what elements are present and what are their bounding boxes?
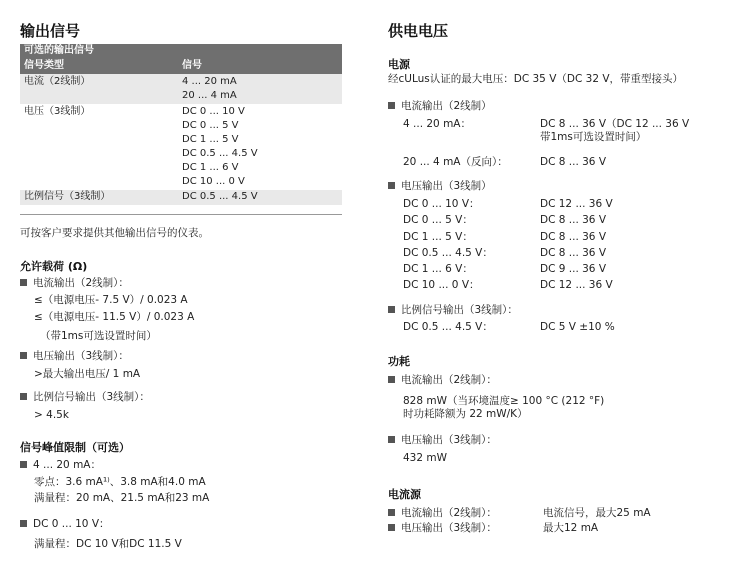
row-type: 电压（3线制） bbox=[24, 106, 91, 117]
volt3-left: DC 0 ... 5 V： bbox=[403, 214, 473, 226]
table-row bbox=[20, 190, 342, 205]
table-row bbox=[20, 176, 342, 190]
volt3-right: DC 8 ... 36 V bbox=[540, 214, 607, 226]
load-ratio-line: > 4.5k bbox=[34, 409, 69, 421]
cur2-left: 4 ... 20 mA： bbox=[403, 118, 471, 130]
ratio-left: DC 0.5 ... 4.5 V： bbox=[403, 321, 493, 333]
row-signal: 4 ... 20 mA bbox=[178, 74, 342, 90]
row-signal: DC 1 ... 6 V bbox=[182, 162, 239, 173]
row-signal: DC 0 ... 10 V bbox=[182, 106, 245, 117]
row-signal: DC 1 ... 5 V bbox=[182, 134, 239, 145]
cons-volt-label: 电压输出（3线制）： bbox=[388, 434, 497, 447]
source-label: 电流输出（2线制）： bbox=[388, 507, 497, 520]
volt3-left: DC 0 ... 10 V： bbox=[403, 198, 480, 210]
output-signal-title: 输出信号 bbox=[20, 22, 81, 40]
row-type: 比例信号（3线制） bbox=[20, 190, 178, 205]
consumption-title: 功耗 bbox=[388, 355, 410, 368]
cur2-right: 带1ms可选设置时间） bbox=[540, 131, 647, 143]
volt3-right: DC 12 ... 36 V bbox=[540, 198, 613, 210]
row-type: 电流（2线制） bbox=[20, 74, 178, 90]
volt3-right: DC 9 ... 36 V bbox=[540, 263, 607, 275]
source-label: 电压输出（3线制）： bbox=[388, 522, 497, 535]
row-signal: 20 ... 4 mA bbox=[178, 90, 342, 104]
load-voltage-label: 电压输出（3线制）： bbox=[20, 350, 129, 363]
source-value: 电流信号，最大25 mA bbox=[543, 507, 651, 519]
peak-current-line: 满量程：20 mA、21.5 mA和23 mA bbox=[34, 492, 210, 504]
peak-current-line: 零点：3.6 mA¹⁾、3.8 mA和4.0 mA bbox=[34, 476, 206, 488]
volt3-right: DC 8 ... 36 V bbox=[540, 247, 607, 259]
table-row bbox=[20, 134, 342, 148]
cons-cur-label: 电流输出（2线制）： bbox=[388, 374, 497, 387]
table-row bbox=[20, 74, 342, 90]
volt3-left: DC 1 ... 6 V： bbox=[403, 263, 473, 275]
load-current-label: 电流输出（2线制）： bbox=[20, 277, 129, 290]
cons-cur-line: 828 mW（当环境温度≥ 100 °C (212 °F) bbox=[403, 395, 605, 407]
output-signal-table bbox=[20, 44, 342, 205]
volt3-left: DC 0.5 ... 4.5 V： bbox=[403, 247, 493, 259]
load-ratio-label: 比例信号输出（3线制）： bbox=[20, 391, 150, 404]
table-row bbox=[20, 104, 342, 120]
row-signal: DC 10 ... 0 V bbox=[182, 176, 245, 187]
table-header-optional: 可选的输出信号 bbox=[20, 44, 342, 59]
load-current-line: ≤（电源电压- 11.5 V）/ 0.023 A bbox=[34, 311, 195, 323]
volt3-left: DC 1 ... 5 V： bbox=[403, 231, 473, 243]
table-col-signal: 信号 bbox=[178, 59, 342, 74]
volt3-left: DC 10 ... 0 V： bbox=[403, 279, 480, 291]
peak-voltage-label: DC 0 ... 10 V： bbox=[20, 518, 110, 531]
table-bottom-rule bbox=[20, 214, 342, 215]
table-row bbox=[20, 90, 342, 104]
cur2-right: DC 8 ... 36 V（DC 12 ... 36 V bbox=[540, 118, 690, 130]
source-title: 电流源 bbox=[388, 488, 421, 501]
peak-title: 信号峰值限制（可选） bbox=[20, 441, 130, 454]
ratio-right: DC 5 V ±10 % bbox=[540, 321, 615, 333]
supply-voltage-title: 供电电压 bbox=[388, 22, 449, 40]
load-voltage-line: >最大输出电压/ 1 mA bbox=[34, 368, 141, 380]
table-col-type: 信号类型 bbox=[20, 59, 178, 74]
load-current-line: （带1ms可选设置时间） bbox=[40, 330, 157, 342]
note-text: 可按客户要求提供其他输出信号的仪表。 bbox=[20, 227, 209, 239]
ratio-label: 比例信号输出（3线制）： bbox=[388, 304, 518, 317]
peak-voltage-line: 满量程：DC 10 V和DC 11.5 V bbox=[34, 538, 182, 550]
source-value: 最大12 mA bbox=[543, 522, 599, 534]
load-title: 允许载荷 (Ω) bbox=[20, 260, 88, 273]
volt3-right: DC 8 ... 36 V bbox=[540, 231, 607, 243]
cur2-label: 电流输出（2线制） bbox=[388, 100, 492, 113]
cur2-right: DC 8 ... 36 V bbox=[540, 156, 607, 168]
table-row bbox=[20, 148, 342, 162]
peak-current-label: 4 ... 20 mA： bbox=[20, 459, 101, 472]
cons-cur-line: 时功耗降额为 22 mW/K） bbox=[403, 408, 528, 420]
power-line: 经cULus认证的最大电压：DC 35 V（DC 32 V，带重型接头） bbox=[388, 73, 684, 85]
power-title: 电源 bbox=[388, 58, 410, 71]
row-signal: DC 0.5 ... 4.5 V bbox=[178, 190, 342, 205]
volt3-label: 电压输出（3线制） bbox=[388, 180, 492, 193]
row-signal: DC 0 ... 5 V bbox=[182, 120, 239, 131]
cur2-left: 20 ... 4 mA（反向）： bbox=[403, 156, 508, 168]
cons-volt-line: 432 mW bbox=[403, 452, 447, 464]
load-current-line: ≤（电源电压- 7.5 V）/ 0.023 A bbox=[34, 294, 188, 306]
table-row bbox=[20, 120, 342, 134]
volt3-right: DC 12 ... 36 V bbox=[540, 279, 613, 291]
row-signal: DC 0.5 ... 4.5 V bbox=[182, 148, 258, 159]
table-row bbox=[20, 162, 342, 176]
